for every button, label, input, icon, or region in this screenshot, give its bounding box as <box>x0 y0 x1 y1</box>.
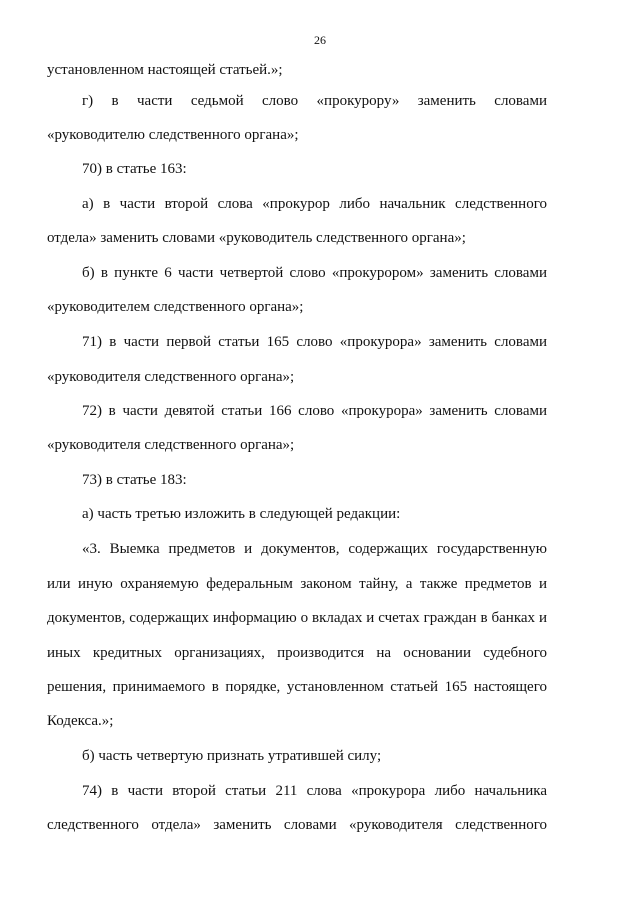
text-line: решения, принимаемого в порядке, установленном статьей 165 настоящего <box>47 679 547 695</box>
text-line: «3. Выемка предметов и документов, содержащих государственную <box>82 541 547 557</box>
text-line: документов, содержащих информацию о вкладах и счетах граждан в банках и <box>47 610 547 626</box>
text-line: иных кредитных организациях, производится на основании судебного <box>47 645 547 661</box>
text-line: Кодекса.»; <box>47 713 114 729</box>
text-line: или иную охраняемую федеральным законом тайну, а также предметов и <box>47 576 547 592</box>
text-line: а) часть третью изложить в следующей редакции: <box>82 506 401 522</box>
text-line: «руководителю следственного органа»; <box>47 127 299 143</box>
text-line: «руководителя следственного органа»; <box>47 369 295 385</box>
text-line: г) в части седьмой слово «прокурору» заменить словами <box>82 93 547 109</box>
text-line: «руководителем следственного органа»; <box>47 299 304 315</box>
text-line: установленном настоящей статьей.»; <box>47 62 283 78</box>
text-line: «руководителя следственного органа»; <box>47 437 295 453</box>
text-line: 70) в статье 163: <box>82 161 187 177</box>
text-line: отдела» заменить словами «руководитель следственного органа»; <box>47 230 466 246</box>
text-line: 74) в части второй статьи 211 слова «прокурора либо начальника <box>82 783 547 799</box>
text-line: следственного отдела» заменить словами «руководителя следственного <box>47 817 547 833</box>
page-number: 26 <box>314 33 326 47</box>
text-line: 73) в статье 183: <box>82 472 187 488</box>
text-line: б) часть четвертую признать утратившей силу; <box>82 748 382 764</box>
text-line: б) в пункте 6 части четвертой слово «прокурором» заменить словами <box>82 265 547 281</box>
text-line: а) в части второй слова «прокурор либо начальник следственного <box>82 196 547 212</box>
text-line: 71) в части первой статьи 165 слово «прокурора» заменить словами <box>82 334 547 350</box>
text-line: 72) в части девятой статьи 166 слово «прокурора» заменить словами <box>82 403 547 419</box>
